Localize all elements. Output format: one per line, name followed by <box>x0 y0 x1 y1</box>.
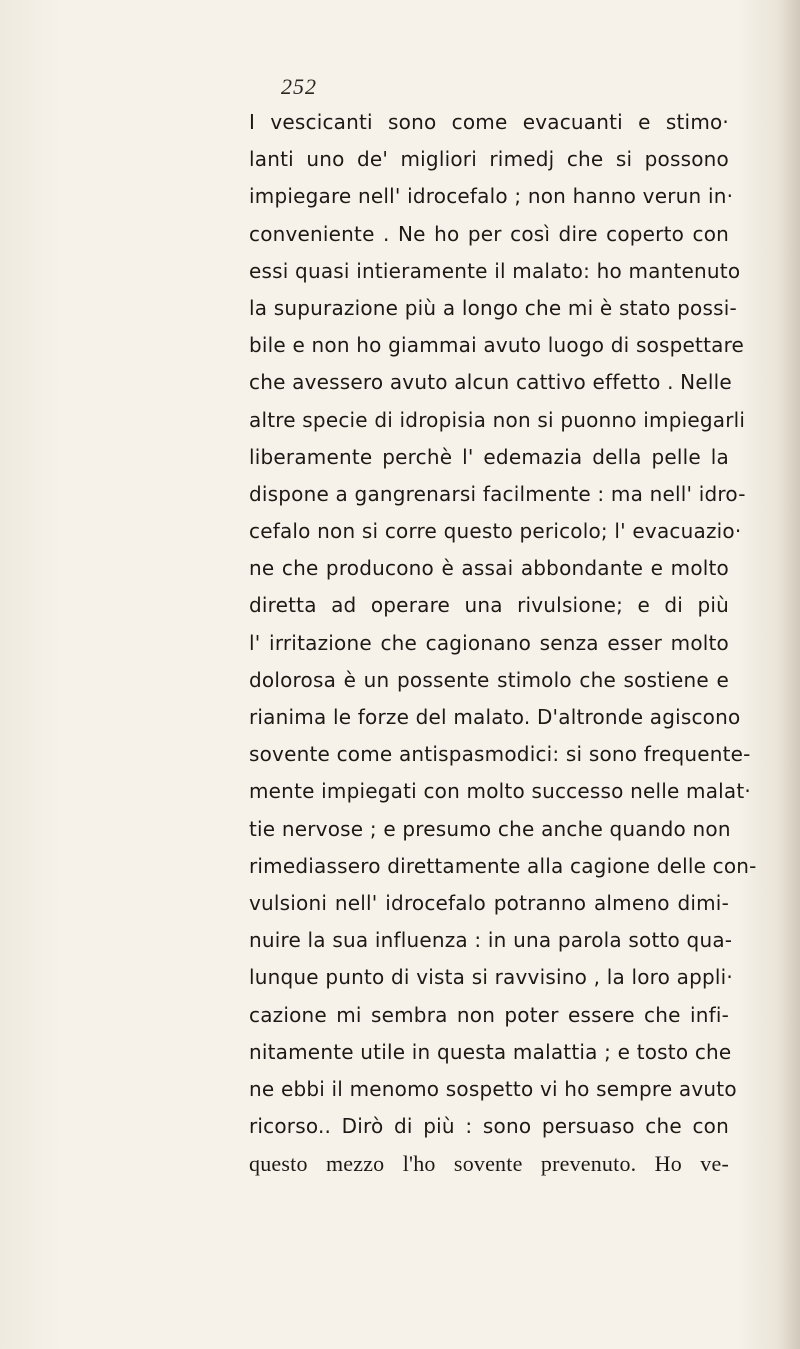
text-line: questo mezzo l'ho sovente prevenuto. Ho ve- <box>249 1151 729 1177</box>
text-line: rimediassero direttamente alla cagione delle con- <box>249 853 757 878</box>
text-line: diretta ad operare una rivulsione; e di più <box>249 593 729 618</box>
body-text <box>249 104 757 1182</box>
text-line: lunque punto di vista si ravvisino , la loro appli· <box>249 965 733 990</box>
text-line: impiegare nell' idrocefalo ; non hanno verun in· <box>249 184 734 209</box>
page-number: 252 <box>281 74 317 99</box>
text-line: ricorso.. Dirò di più : sono persuaso che con <box>249 1114 729 1139</box>
text-line: bile e non ho giammai avuto luogo di sospettare <box>249 333 745 358</box>
text-line: nuire la sua influenza : in una parola sotto qua- <box>249 928 733 953</box>
text-line: sovente come antispasmodici: si sono frequente- <box>249 742 751 767</box>
text-line: la supurazione più a longo che mi è stato possi- <box>249 295 737 320</box>
page-edge-shadow <box>778 0 800 1349</box>
text-line: vulsioni nell' idrocefalo potranno almeno dimi- <box>249 890 729 915</box>
text-line: lanti uno de' migliori rimedj che si possono <box>249 147 729 172</box>
text-line: nitamente utile in questa malattia ; e tosto che <box>249 1039 732 1064</box>
text-line: conveniente . Ne ho per così dire coperto con <box>249 221 729 246</box>
text-line: mente impiegati con molto successo nelle malat· <box>249 779 751 804</box>
text-line: che avessero avuto alcun cattivo effetto . Nelle <box>249 370 732 395</box>
text-line: rianima le forze del malato. D'altronde agiscono <box>249 705 741 729</box>
text-line: ne ebbi il menomo sospetto vi ho sempre avuto <box>249 1076 737 1101</box>
text-line: I vescicanti sono come evacuanti e stimo· <box>249 110 729 134</box>
text-line: liberamente perchè l' edemazia della pelle la <box>249 444 729 469</box>
text-line: altre specie di idropisia non si puonno impiegarli <box>249 407 746 432</box>
text-line: tie nervose ; e presumo che anche quando non <box>249 816 731 841</box>
text-line: cazione mi sembra non poter essere che infi- <box>249 1002 729 1027</box>
text-line: ne che producono è assai abbondante e molto <box>249 556 729 581</box>
text-line: l' irritazione che cagionano senza esser molto <box>249 630 729 655</box>
text-line: essi quasi intieramente il malato: ho mantenuto <box>249 258 741 283</box>
text-line: dispone a gangrenarsi facilmente : ma nell' idro- <box>249 481 746 506</box>
text-line: dolorosa è un possente stimolo che sostiene e <box>249 667 729 692</box>
text-line: cefalo non si corre questo pericolo; l' evacuazio· <box>249 519 742 544</box>
